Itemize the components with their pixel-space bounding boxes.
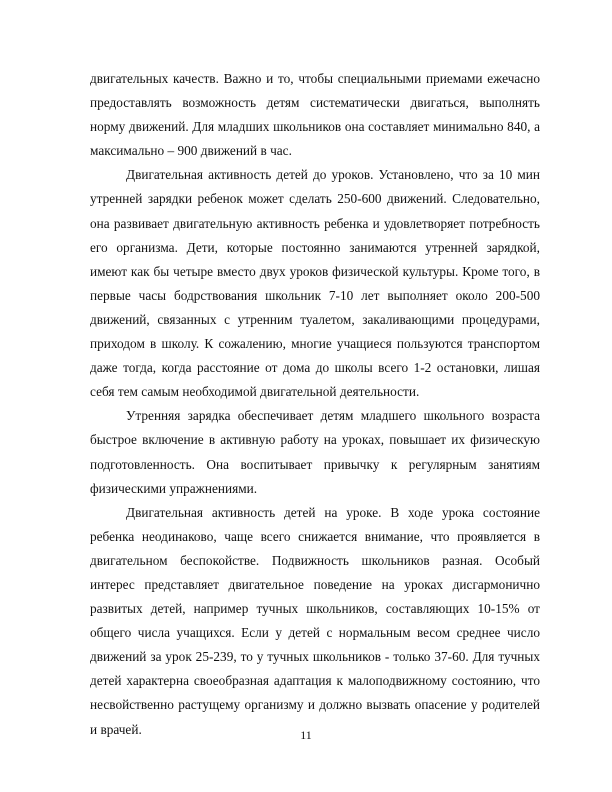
paragraph-activity-during-lesson: Двигательная активность детей на уроке. В ходе урока состояние ребенка неодинаково, чаще всего снижается внимание, что проявляется в двигательном беспокойстве. Подвижность школьников разная. Особый интерес представляет двигательное поведение на уроках дисгармонично развитых детей, например тучных школьников, составляющих 10-15% от общего числа учащихся. Если у детей с нормальным весом среднее число движений за урок 25-239, то у тучных школьников - только 37-60. Для тучных детей характерна своеобразная адаптация к малоподвижному состоянию, что несвойственно растущему организму и должно вызвать опасение у родителей и врачей.	[90, 504, 540, 737]
page-number: 11	[300, 728, 312, 742]
paragraph-continued: двигательных качеств. Важно и то, чтобы специальными приемами ежечасно предоставлять возможность детям систематически двигаться, выполнять норму движений. Для младших школьников она составляет минимально 840, а максимально – 900 движений в час.	[90, 71, 540, 159]
page-body-text	[90, 67, 540, 742]
paragraph-morning-exercise: Утренняя зарядка обеспечивает детям младшего школьного возраста быстрое включение в активную работу на уроках, повышает их физическую подготовленность. Она воспитывает привычку к регулярным занятиям физическими упражнениями.	[90, 408, 540, 496]
paragraph-activity-before-lessons: Двигательная активность детей до уроков. Установлено, что за 10 мин утренней зарядки ребенок может сделать 250-600 движений. Следовательно, она развивает двигательную активность ребенка и удовлетворяет потребность его организма. Дети, которые постоянно занимаются утренней зарядкой, имеют как бы четыре вместо двух уроков физической культуры. Кроме того, в первые часы бодрствования школьник 7-10 лет выполняет около 200-500 движений, связанных с утренним туалетом, закаливающими процедурами, приходом в школу. К сожалению, многие учащиеся пользуются транспортом даже тогда, когда расстояние от дома до школы всего 1-2 остановки, лишая себя тем самым необходимой двигательной деятельности.	[90, 167, 540, 400]
